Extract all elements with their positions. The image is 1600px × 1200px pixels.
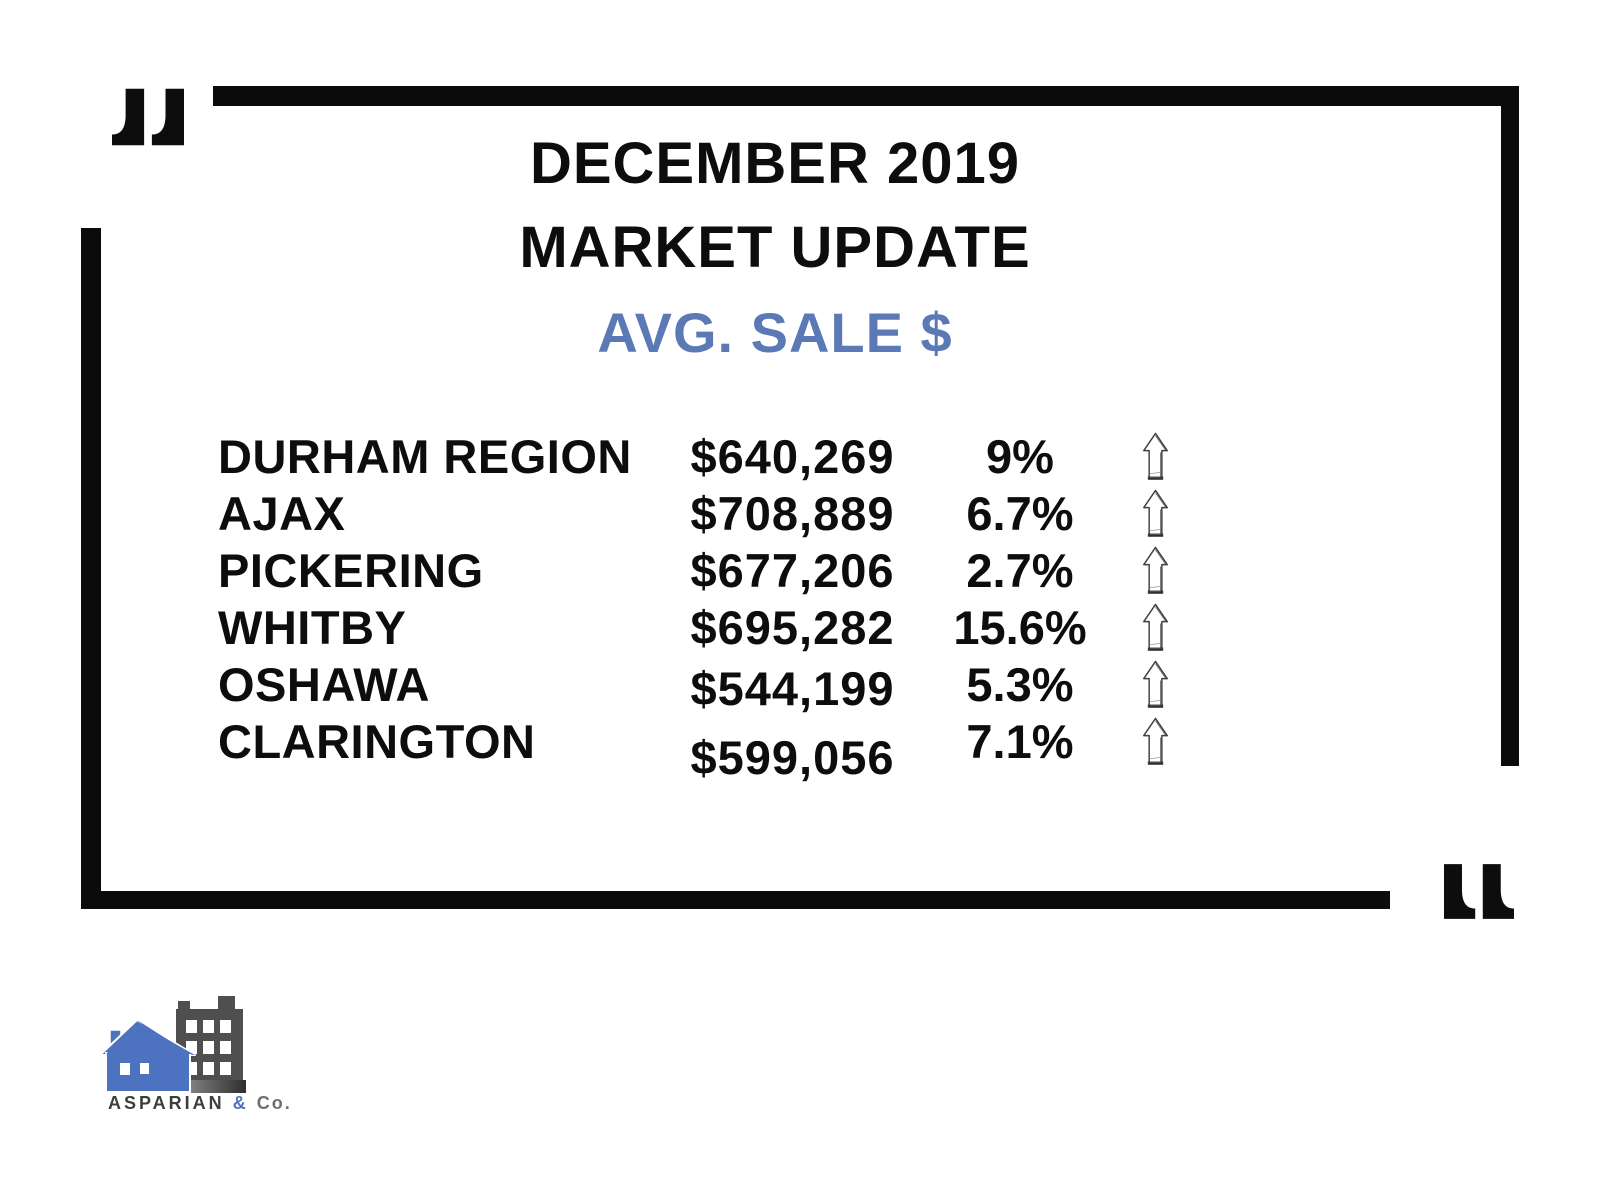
company-name	[108, 1093, 358, 1114]
up-arrow-icon	[1141, 657, 1170, 713]
title-line-2: MARKET UPDATE	[519, 215, 1031, 280]
percent-change: 9%	[986, 430, 1054, 483]
avg-sale-price: $599,056	[690, 731, 895, 784]
trend-cell	[1135, 429, 1200, 485]
trend-cell	[1135, 600, 1200, 656]
frame-right-bar	[1501, 86, 1519, 766]
open-quote-icon	[112, 88, 184, 146]
title-line-1: DECEMBER 2019	[529, 131, 1021, 196]
region-label: DURHAM REGION	[218, 430, 632, 483]
avg-sale-price: $677,206	[690, 544, 895, 597]
region-label: OSHAWA	[218, 658, 430, 711]
up-arrow-icon	[1141, 429, 1170, 485]
table-row	[218, 428, 1200, 485]
avg-sale-price: $708,889	[690, 487, 895, 540]
table-row	[218, 656, 1200, 713]
trend-cell	[1135, 543, 1200, 599]
region-label: CLARINGTON	[218, 715, 536, 768]
frame-top-bar	[213, 86, 1519, 106]
brand-suffix: Co.	[256, 1093, 292, 1113]
up-arrow-icon	[1141, 600, 1170, 656]
frame-left-bar	[81, 228, 101, 909]
brand-name: ASPARIAN	[108, 1093, 225, 1113]
percent-change: 6.7%	[966, 487, 1074, 540]
percent-change: 2.7%	[966, 544, 1074, 597]
avg-sale-price: $695,282	[690, 601, 895, 654]
region-label: PICKERING	[218, 544, 484, 597]
close-quote-icon	[1444, 863, 1514, 920]
up-arrow-icon	[1141, 543, 1170, 599]
region-label: AJAX	[218, 487, 346, 540]
percent-change: 7.1%	[966, 715, 1074, 768]
section-heading: AVG. SALE $	[597, 301, 953, 364]
brand-ampersand: &	[232, 1093, 249, 1113]
up-arrow-icon	[1141, 714, 1170, 770]
table-row	[218, 713, 1200, 784]
trend-cell	[1135, 657, 1200, 713]
up-arrow-icon	[1141, 486, 1170, 542]
frame-bottom-bar	[81, 891, 1390, 909]
avg-sale-price: $640,269	[690, 430, 895, 483]
percent-change: 5.3%	[966, 658, 1074, 711]
table-row	[218, 485, 1200, 542]
percent-change: 15.6%	[953, 601, 1087, 654]
avg-sale-price: $544,199	[690, 662, 895, 715]
table-row	[218, 542, 1200, 599]
trend-cell	[1135, 714, 1200, 770]
table-row	[218, 599, 1200, 656]
region-label: WHITBY	[218, 601, 407, 654]
trend-cell	[1135, 486, 1200, 542]
market-stats-table	[218, 428, 1200, 784]
page-title	[175, 122, 1375, 290]
